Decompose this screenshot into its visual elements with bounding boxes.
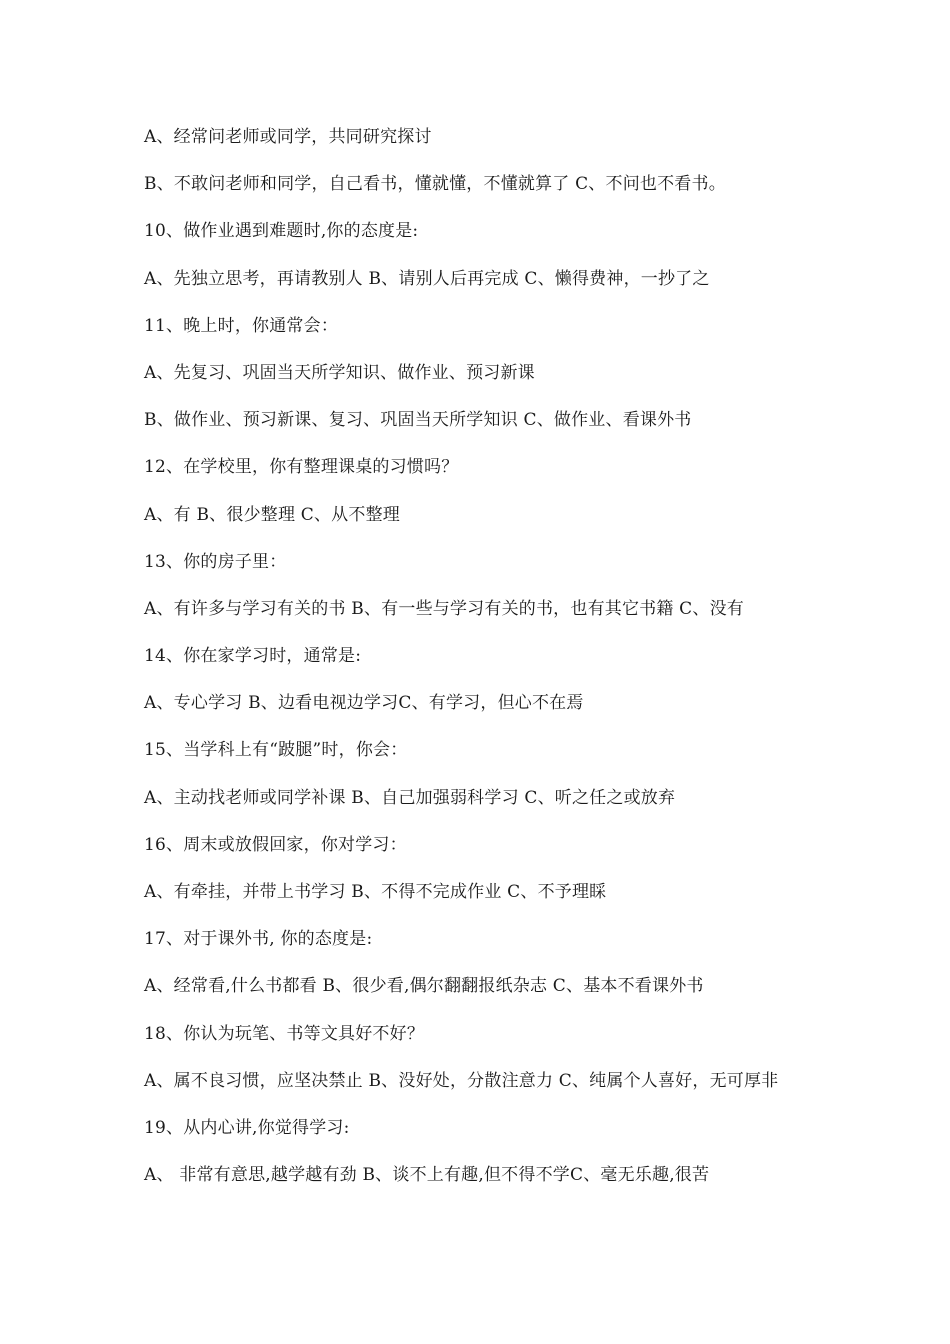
- question-13: 13、你的房子里：: [144, 551, 287, 572]
- text-line: B、不敢问老师和同学，自己看书，懂就懂，不懂就算了 C、不问也不看书。: [144, 174, 726, 195]
- question-12: 12、在学校里，你有整理课桌的习惯吗？: [144, 457, 459, 478]
- text-line: A、经常问老师或同学，共同研究探讨: [144, 127, 432, 147]
- options-14: A、专心学习 B、边看电视边学习C、有学习，但心不在焉: [144, 693, 584, 714]
- options-16: A、有牵挂，并带上书学习 B、不得不完成作业 C、不予理睬: [144, 882, 607, 902]
- options-18: A、属不良习惯，应坚决禁止 B、没好处，分散注意力 C、纯属个人喜好，无可厚非: [144, 1070, 779, 1091]
- question-19: 19、从内心讲,你觉得学习:: [144, 1117, 350, 1138]
- question-10: 10、做作业遇到难题时,你的态度是:: [144, 221, 419, 242]
- question-11: 11、晚上时，你通常会：: [144, 315, 339, 336]
- question-14: 14、你在家学习时，通常是:: [144, 646, 362, 667]
- options-19: A、 非常有意思,越学越有劲 B、谈不上有趣,但不得不学C、毫无乐趣,很苦: [144, 1165, 710, 1186]
- question-16: 16、周末或放假回家，你对学习：: [144, 834, 407, 855]
- question-15: 15、当学科上有“跛腿”时，你会：: [144, 740, 408, 761]
- options-10: A、先独立思考，再请教别人 B、请别人后再完成 C、懒得费神，一抄了之: [144, 268, 710, 289]
- options-11-a: A、先复习、巩固当天所学知识、做作业、预习新课: [144, 362, 535, 383]
- options-13: A、有许多与学习有关的书 B、有一些与学习有关的书，也有其它书籍 C、没有: [144, 598, 744, 619]
- options-12: A、有 B、很少整理 C、从不整理: [144, 504, 400, 525]
- question-18: 18、你认为玩笔、书等文具好不好？: [144, 1023, 425, 1044]
- options-11-bc: B、做作业、预习新课、复习、巩固当天所学知识 C、做作业、看课外书: [144, 410, 692, 431]
- options-15: A、主动找老师或同学补课 B、自己加强弱科学习 C、听之任之或放弃: [144, 787, 676, 808]
- question-17: 17、对于课外书, 你的态度是:: [144, 929, 373, 950]
- questionnaire-text: [144, 122, 844, 1207]
- options-17: A、经常看,什么书都看 B、很少看,偶尔翻翻报纸杂志 C、基本不看课外书: [144, 976, 704, 997]
